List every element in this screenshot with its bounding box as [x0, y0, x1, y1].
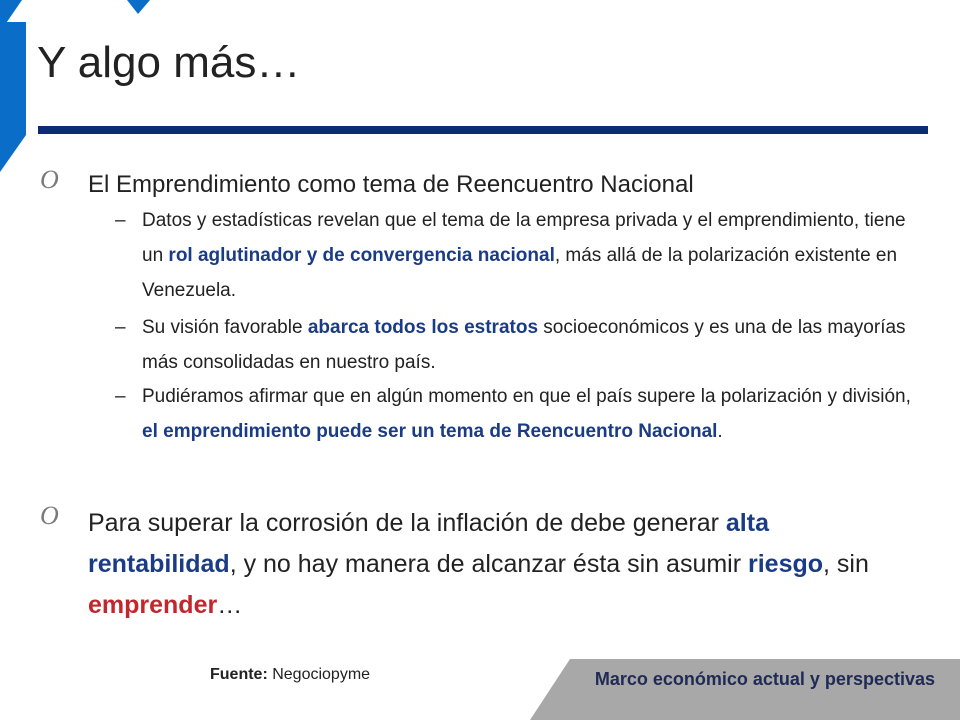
- highlight-text: rol aglutinador y de convergencia nacional: [168, 245, 555, 266]
- source-value: Negociopyme: [267, 666, 371, 683]
- highlight-text: alta rentabilidad: [88, 509, 769, 578]
- text-span: socioeconómicos y es una de las mayorías más consolidadas en nuestro país.: [142, 317, 906, 373]
- highlight-text: el emprendimiento puede ser un tema de Reencuentro Nacional: [142, 421, 718, 442]
- text-span: , más allá de la polarización existente en Venezuela.: [142, 245, 898, 301]
- point-heading: El Emprendimiento como tema de Reencuentro Nacional: [88, 171, 694, 198]
- text-span: Pudiéramos afirmar que en algún momento en que el país supere la polarización y división,: [142, 386, 911, 407]
- subpoint-text: [142, 203, 925, 308]
- text-span: Para superar la corrosión de la inflación de debe generar: [88, 509, 726, 537]
- subpoint-text: [142, 310, 925, 380]
- highlight-text: riesgo: [748, 550, 824, 578]
- dash-marker: –: [115, 386, 126, 407]
- subpoint: [115, 310, 925, 380]
- text-span: , y no hay manera de alcanzar ésta sin asumir: [229, 550, 748, 578]
- footer-label: Marco económico actual y perspectivas: [594, 669, 935, 689]
- subpoint: [115, 379, 925, 449]
- point-paragraph: [88, 503, 898, 626]
- text-span: Su visión favorable: [142, 317, 308, 338]
- page-title: Y algo más…: [37, 38, 301, 87]
- subpoint-text: [142, 379, 925, 449]
- source-note: [210, 666, 370, 684]
- highlight-text-red: emprender: [88, 591, 218, 619]
- text-span: , sin: [823, 550, 869, 578]
- text-span: .: [717, 421, 723, 442]
- text-span: Datos y estadísticas revelan que el tema de la empresa privada y el emprendimiento, tiene un: [142, 210, 906, 266]
- text-span: …: [217, 591, 243, 619]
- dash-marker: –: [115, 317, 126, 338]
- bullet-marker: O: [40, 165, 59, 194]
- title-divider: [38, 126, 928, 134]
- source-label: Fuente:: [210, 666, 268, 683]
- bullet-marker: O: [40, 501, 59, 530]
- highlight-text: abarca todos los estratos: [307, 317, 539, 338]
- subpoint: [115, 203, 925, 308]
- dash-marker: –: [115, 210, 126, 231]
